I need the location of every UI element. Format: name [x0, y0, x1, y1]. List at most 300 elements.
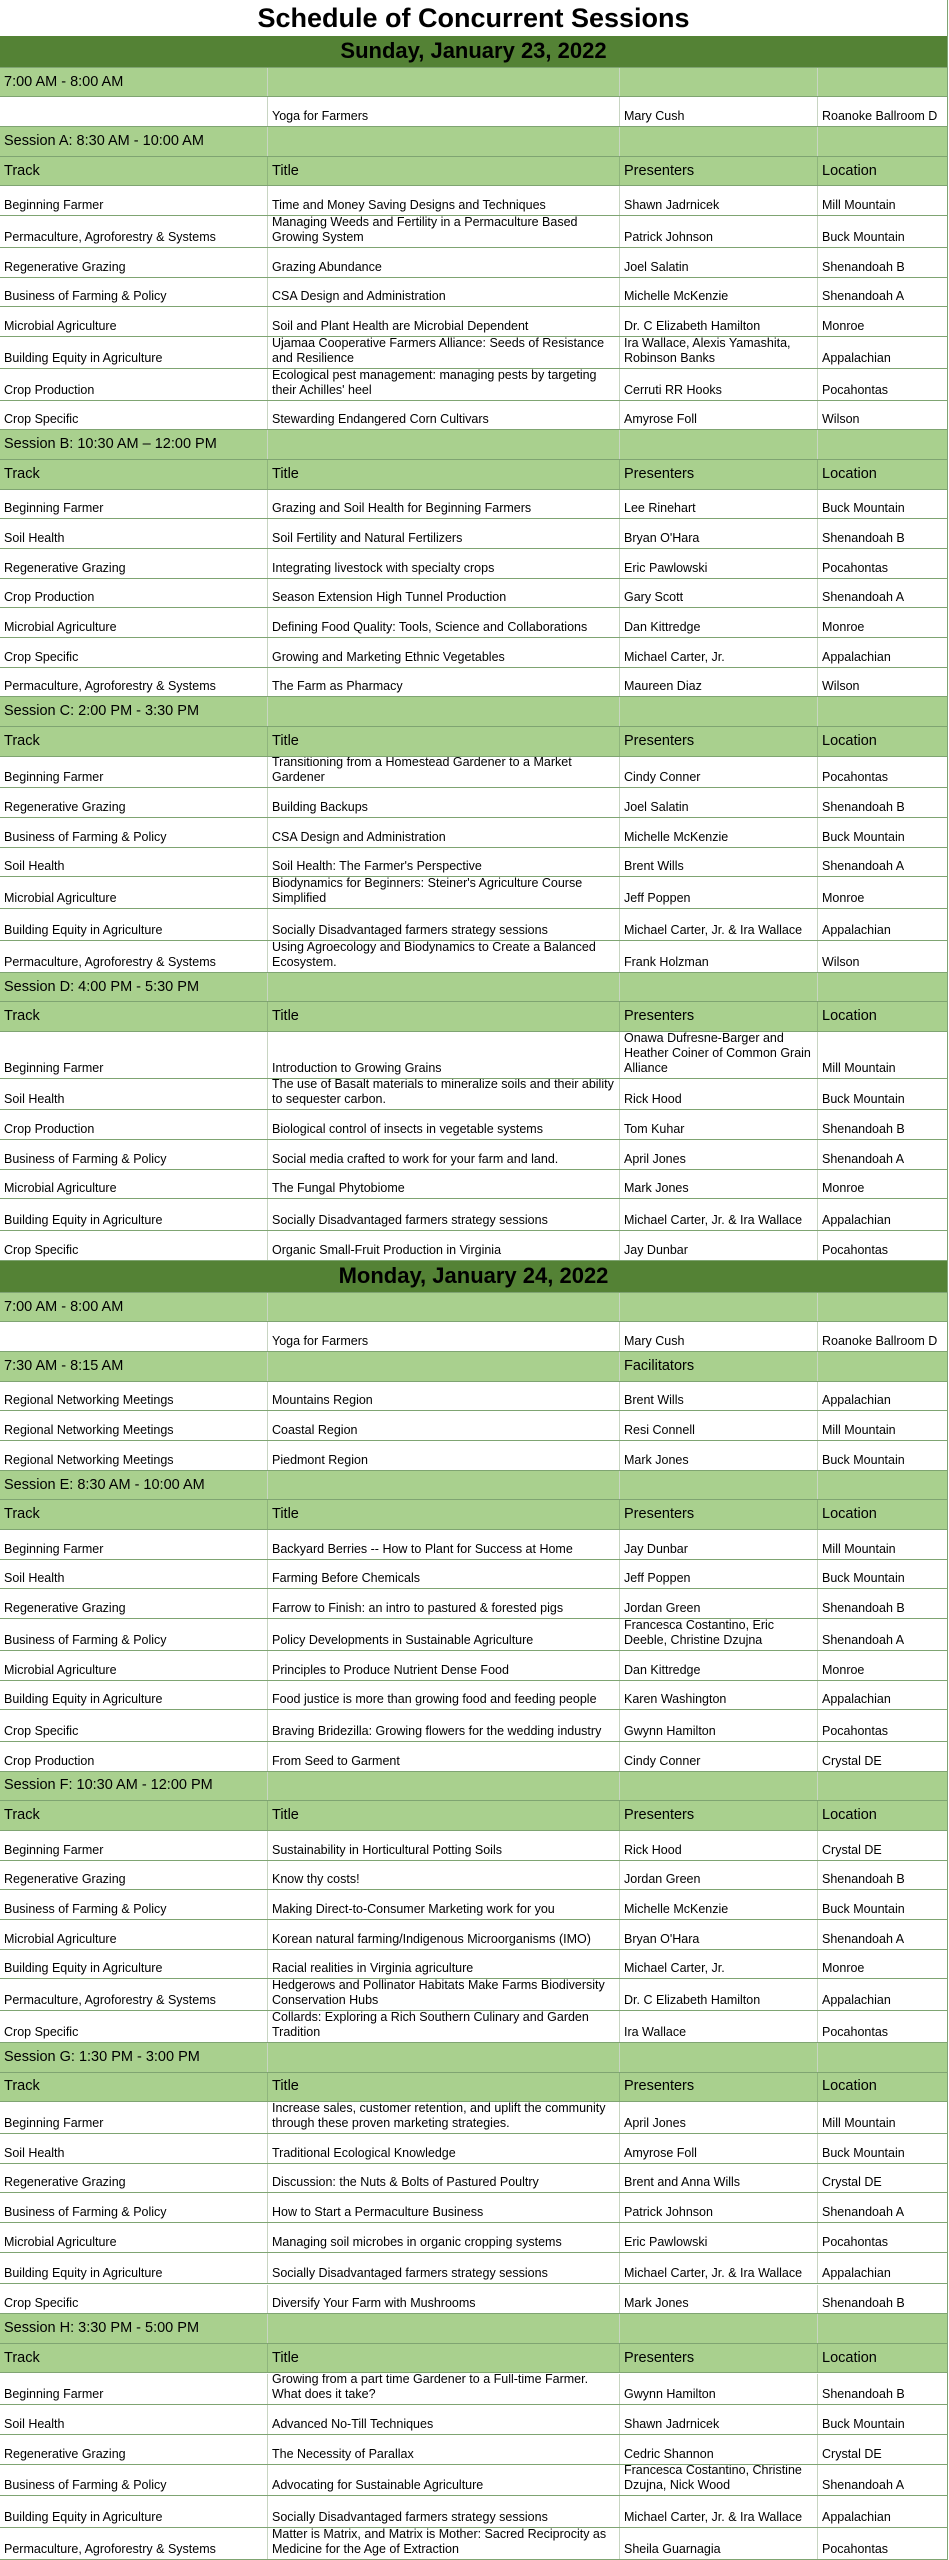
title-cell-text: Growing from a part time Gardener to a Full-time Farmer. What does it take?: [272, 2373, 589, 2402]
presenters-cell-text: Cedric Shannon: [624, 2446, 714, 2461]
location-cell-text: Shenandoah A: [822, 590, 905, 605]
track-cell-text: Regenerative Grazing: [4, 2175, 126, 2190]
title-cell: [268, 369, 620, 400]
session-time: [0, 2314, 268, 2343]
presenters-cell: [620, 2164, 818, 2193]
location-cell-text: Pocahontas: [822, 1723, 889, 1738]
title-cell: [268, 2134, 620, 2163]
table-row: [0, 1861, 947, 1891]
title-cell-text: The Fungal Phytobiome: [272, 1181, 405, 1196]
table-row: [0, 1831, 947, 1861]
title-cell-text: Biological control of insects in vegetable systems: [272, 1122, 543, 1137]
column-presenters-text: Presenters: [624, 1807, 695, 1824]
location-cell-text: Mill Mountain: [822, 1541, 896, 1556]
column-track: [0, 727, 268, 756]
column-track-text: Track: [4, 2078, 40, 2095]
presenters-cell-text: Mark Jones: [624, 2296, 689, 2311]
presenters-cell: [620, 818, 818, 847]
presenters-cell: [620, 1979, 818, 2010]
track-cell: [0, 1950, 268, 1979]
title-cell: [268, 1199, 620, 1230]
track-cell-text: Soil Health: [4, 1571, 65, 1586]
table-row: [0, 1979, 947, 2011]
track-cell-text: Soil Health: [4, 1092, 65, 1107]
title-cell: [268, 307, 620, 336]
title-cell: [268, 1231, 620, 1260]
blank-cell: [620, 430, 818, 459]
track-cell-text: Regional Networking Meetings: [4, 1393, 174, 1408]
track-cell: [0, 941, 268, 972]
table-row: [0, 668, 947, 698]
location-cell-text: Buck Mountain: [822, 1092, 905, 1107]
table-row: [0, 848, 947, 878]
presenters-cell-text: Patrick Johnson: [624, 229, 713, 244]
presenters-cell: [620, 757, 818, 788]
location-cell: [818, 2435, 947, 2464]
location-cell-text: Appalachian: [822, 2510, 891, 2525]
table-row: [0, 1032, 947, 1079]
title-cell: [268, 1890, 620, 1919]
column-title-text: Title: [272, 732, 299, 749]
location-cell-text: Shenandoah B: [822, 1122, 905, 1137]
table-row: [0, 369, 947, 401]
track-cell: [0, 1322, 268, 1351]
title-cell: [268, 1920, 620, 1949]
track-cell: [0, 401, 268, 430]
column-track: [0, 1801, 268, 1830]
table-row: [0, 2435, 947, 2465]
track-cell: [0, 1231, 268, 1260]
column-location: [818, 727, 947, 756]
presenters-cell-text: Gwynn Hamilton: [624, 1723, 716, 1738]
location-cell: [818, 2405, 947, 2434]
presenters-cell-text: Dan Kittredge: [624, 1662, 701, 1677]
presenters-cell: [620, 1950, 818, 1979]
title-cell: [268, 1950, 620, 1979]
track-cell: [0, 1199, 268, 1230]
location-cell: [818, 1199, 947, 1230]
track-cell: [0, 877, 268, 908]
title-cell-text: Korean natural farming/Indigenous Microorganisms (IMO): [272, 1931, 591, 1946]
title-cell: [268, 2528, 620, 2559]
presenters-cell-text: Tom Kuhar: [624, 1122, 685, 1137]
presenters-cell-text: Ira Wallace, Alexis Yamashita, Robinson Banks: [624, 336, 791, 365]
track-cell: [0, 307, 268, 336]
title-cell-text: Biodynamics for Beginners: Steiner's Agriculture Course Simplified: [272, 877, 583, 906]
location-cell-text: Pocahontas: [822, 560, 889, 575]
track-cell: [0, 1742, 268, 1771]
blank-cell: [268, 2043, 620, 2072]
track-cell: [0, 1382, 268, 1411]
presenters-cell: [620, 1619, 818, 1650]
location-cell-text: Appalachian: [822, 649, 891, 664]
column-presenters-text: Presenters: [624, 1008, 695, 1025]
column-presenters: [620, 727, 818, 756]
track-cell: [0, 2405, 268, 2434]
presenters-cell-text: Mary Cush: [624, 109, 685, 124]
title-cell-text: Grazing Abundance: [272, 259, 382, 274]
track-cell-text: Beginning Farmer: [4, 1842, 104, 1857]
column-track: [0, 157, 268, 186]
location-cell: [818, 2253, 947, 2284]
track-cell-text: Building Equity in Agriculture: [4, 1213, 163, 1228]
location-cell: [818, 1920, 947, 1949]
title-cell: [268, 1651, 620, 1680]
location-cell-text: Shenandoah A: [822, 1931, 905, 1946]
blank-cell: [818, 430, 947, 459]
track-cell: [0, 909, 268, 940]
title-cell-text: Defining Food Quality: Tools, Science and Collaborations: [272, 619, 588, 634]
location-cell: [818, 877, 947, 908]
location-cell: [818, 909, 947, 940]
track-cell-text: Crop Production: [4, 382, 95, 397]
location-cell-text: Appalachian: [822, 1393, 891, 1408]
location-cell: [818, 848, 947, 877]
title-cell: [268, 2223, 620, 2252]
table-row: [0, 818, 947, 848]
presenters-cell-text: Rick Hood: [624, 1092, 682, 1107]
track-cell: [0, 1170, 268, 1199]
location-cell-text: Shenandoah A: [822, 1151, 905, 1166]
presenters-cell: [620, 2435, 818, 2464]
track-cell: [0, 97, 268, 126]
location-cell-text: Buck Mountain: [822, 2416, 905, 2431]
title-cell: [268, 549, 620, 578]
day-label: Sunday, January 23, 2022: [340, 38, 607, 64]
presenters-cell: [620, 1589, 818, 1618]
table-row: [0, 1530, 947, 1560]
presenters-cell-text: Gary Scott: [624, 590, 684, 605]
table-row: [0, 1199, 947, 1231]
title-cell-text: Increase sales, customer retention, and uplift the community through these proven marketing strategies.: [272, 2102, 606, 2131]
table-row: [0, 638, 947, 668]
location-cell: [818, 490, 947, 519]
session-time: [0, 1293, 268, 1322]
presenters-cell: [620, 1681, 818, 1710]
title-cell: [268, 1589, 620, 1618]
table-row: [0, 909, 947, 941]
track-cell: [0, 1831, 268, 1860]
column-location-text: Location: [822, 2078, 877, 2095]
table-row: [0, 2496, 947, 2528]
column-location: [818, 1500, 947, 1529]
location-cell: [818, 1681, 947, 1710]
day-label: Monday, January 24, 2022: [338, 1263, 609, 1289]
table-row: [0, 1322, 947, 1352]
title-cell-text: Building Backups: [272, 800, 368, 814]
track-cell-text: Beginning Farmer: [4, 198, 104, 213]
column-location: [818, 1002, 947, 1031]
title-cell-text: Piedmont Region: [272, 1452, 368, 1467]
track-cell-text: Crop Specific: [4, 649, 79, 664]
title-cell: [268, 909, 620, 940]
location-cell: [818, 337, 947, 368]
title-cell-text: Advanced No-Till Techniques: [272, 2416, 434, 2431]
title-cell-text: Mountains Region: [272, 1393, 373, 1408]
table-row: [0, 941, 947, 973]
title-cell-text: Coastal Region: [272, 1423, 358, 1438]
title-cell: [268, 2285, 620, 2314]
presenters-cell: [620, 369, 818, 400]
presenters-cell: [620, 519, 818, 548]
title-cell: [268, 2465, 620, 2496]
track-cell: [0, 1651, 268, 1680]
title-cell: [268, 97, 620, 126]
title-cell-text: Yoga for Farmers: [272, 109, 369, 124]
column-presenters: [620, 1002, 818, 1031]
location-cell: [818, 1890, 947, 1919]
column-location-text: Location: [822, 465, 877, 482]
title-cell: [268, 877, 620, 908]
presenters-cell: [620, 1831, 818, 1860]
column-location-text: Location: [822, 732, 877, 749]
track-cell: [0, 490, 268, 519]
track-cell: [0, 278, 268, 307]
presenters-cell: [620, 186, 818, 215]
title-cell: [268, 1979, 620, 2010]
presenters-cell: [620, 490, 818, 519]
table-row: [0, 1920, 947, 1950]
location-cell: [818, 1411, 947, 1440]
track-cell-text: Building Equity in Agriculture: [4, 2266, 163, 2281]
day-header: [0, 1261, 947, 1293]
location-cell: [818, 1742, 947, 1771]
title-cell-text: Organic Small-Fruit Production in Virginia: [272, 1242, 502, 1257]
location-cell-text: Shenandoah B: [822, 1601, 905, 1616]
table-row: [0, 1950, 947, 1980]
title-cell: [268, 1861, 620, 1890]
location-cell: [818, 1589, 947, 1618]
title-cell-text: CSA Design and Administration: [272, 829, 446, 844]
location-cell-text: Appalachian: [822, 350, 891, 365]
title-cell-text: The Necessity of Parallax: [272, 2446, 414, 2461]
table-row: [0, 2193, 947, 2223]
location-cell: [818, 2496, 947, 2527]
track-cell: [0, 2134, 268, 2163]
title-cell: [268, 2374, 620, 2405]
session-time-text: Session C: 2:00 PM - 3:30 PM: [4, 703, 200, 720]
table-row: [0, 757, 947, 789]
title-cell-text: Time and Money Saving Designs and Techniques: [272, 198, 546, 213]
track-cell-text: Business of Farming & Policy: [4, 289, 167, 304]
location-cell: [818, 2528, 947, 2559]
column-title: [268, 727, 620, 756]
location-cell-text: Appalachian: [822, 1993, 891, 2008]
table-row: [0, 2465, 947, 2497]
title-cell: [268, 1441, 620, 1470]
table-row: [0, 519, 947, 549]
track-cell: [0, 1079, 268, 1110]
table-row: [0, 1742, 947, 1772]
presenters-cell-text: Amyrose Foll: [624, 412, 697, 427]
title-cell-text: CSA Design and Administration: [272, 289, 446, 304]
column-presenters-text: Presenters: [624, 732, 695, 749]
track-cell-text: Soil Health: [4, 530, 65, 545]
track-cell-text: Regenerative Grazing: [4, 2446, 126, 2461]
track-cell: [0, 1861, 268, 1890]
table-row: [0, 490, 947, 520]
presenters-cell-text: Michael Carter, Jr. & Ira Wallace: [624, 2266, 803, 2281]
location-cell: [818, 1231, 947, 1260]
location-cell: [818, 1710, 947, 1741]
track-cell: [0, 2164, 268, 2193]
title-cell: [268, 278, 620, 307]
table-row: [0, 1589, 947, 1619]
column-track-text: Track: [4, 162, 40, 179]
presenters-cell: [620, 2374, 818, 2405]
title-cell: [268, 1742, 620, 1771]
track-cell-text: Regenerative Grazing: [4, 259, 126, 274]
title-cell: [268, 401, 620, 430]
track-cell-text: Soil Health: [4, 2145, 65, 2160]
presenters-cell-text: Karen Washington: [624, 1692, 727, 1707]
location-cell: [818, 278, 947, 307]
location-cell-text: Buck Mountain: [822, 501, 905, 516]
title-cell: [268, 490, 620, 519]
page-title: Schedule of Concurrent Sessions: [257, 2, 690, 33]
session-time: [0, 2043, 268, 2072]
table-row: [0, 1110, 947, 1140]
column-title: [268, 1500, 620, 1529]
presenters-cell-text: Joel Salatin: [624, 800, 689, 814]
location-cell: [818, 2011, 947, 2042]
title-cell: [268, 1530, 620, 1559]
blank-cell: [818, 1772, 947, 1801]
track-cell: [0, 1110, 268, 1139]
track-cell: [0, 1411, 268, 1440]
presenters-cell-text: Dr. C Elizabeth Hamilton: [624, 318, 761, 333]
column-track-text: Track: [4, 1008, 40, 1025]
presenters-cell-text: Shawn Jadrnicek: [624, 2416, 720, 2431]
presenters-cell-text: Mark Jones: [624, 1452, 689, 1467]
track-cell-text: Microbial Agriculture: [4, 619, 117, 634]
column-title: [268, 460, 620, 489]
blank-cell: [268, 430, 620, 459]
column-presenters-text: Presenters: [624, 162, 695, 179]
track-cell: [0, 549, 268, 578]
title-cell-text: Socially Disadvantaged farmers strategy sessions: [272, 922, 548, 937]
session-header: [0, 2043, 947, 2073]
column-location-text: Location: [822, 1807, 877, 1824]
column-title-text: Title: [272, 1807, 299, 1824]
table-row: [0, 1651, 947, 1681]
title-cell-text: How to Start a Permaculture Business: [272, 2205, 484, 2220]
location-cell: [818, 2374, 947, 2405]
location-cell-text: Pocahontas: [822, 382, 889, 397]
location-cell: [818, 1140, 947, 1169]
location-cell: [818, 1032, 947, 1078]
presenters-cell-text: Shawn Jadrnicek: [624, 198, 720, 213]
table-row: [0, 1560, 947, 1590]
presenters-cell: [620, 401, 818, 430]
location-cell-text: Shenandoah B: [822, 1872, 905, 1887]
location-cell: [818, 2223, 947, 2252]
track-cell: [0, 519, 268, 548]
title-cell-text: Farrow to Finish: an intro to pastured & forested pigs: [272, 1601, 564, 1616]
title-cell-text: Collards: Exploring a Rich Southern Culinary and Garden Tradition: [272, 2011, 589, 2039]
location-cell: [818, 1322, 947, 1351]
blank-cell: [620, 68, 818, 97]
table-row: [0, 1619, 947, 1651]
track-cell-text: Regenerative Grazing: [4, 800, 126, 814]
column-presenters-text: Presenters: [624, 2349, 695, 2366]
session-time: [0, 430, 268, 459]
title-cell: [268, 1560, 620, 1589]
location-cell-text: Wilson: [822, 954, 860, 969]
location-cell-text: Wilson: [822, 679, 860, 694]
location-cell: [818, 519, 947, 548]
location-cell: [818, 2285, 947, 2314]
presenters-cell: [620, 97, 818, 126]
presenters-cell: [620, 1742, 818, 1771]
location-cell-text: Pocahontas: [822, 2541, 889, 2556]
title-cell-text: Soil and Plant Health are Microbial Dependent: [272, 318, 529, 333]
location-cell: [818, 1651, 947, 1680]
location-cell: [818, 788, 947, 817]
track-cell-text: Regenerative Grazing: [4, 1601, 126, 1616]
track-cell: [0, 2285, 268, 2314]
location-cell: [818, 97, 947, 126]
presenters-cell-text: Michelle McKenzie: [624, 289, 729, 304]
column-location-text: Location: [822, 162, 877, 179]
location-cell-text: Monroe: [822, 619, 865, 634]
column-location: [818, 460, 947, 489]
blank-cell: [620, 2043, 818, 2072]
title-cell: [268, 848, 620, 877]
location-cell-text: Monroe: [822, 1181, 865, 1196]
session-time-text: Session H: 3:30 PM - 5:00 PM: [4, 2320, 200, 2336]
title-cell-text: Integrating livestock with specialty crops: [272, 560, 495, 575]
table-row: [0, 248, 947, 278]
column-presenters-text: Facilitators: [624, 1357, 695, 1374]
track-cell-text: Microbial Agriculture: [4, 1181, 117, 1196]
track-cell: [0, 848, 268, 877]
column-location: [818, 2073, 947, 2102]
location-cell: [818, 307, 947, 336]
presenters-cell: [620, 2253, 818, 2284]
column-track-text: Track: [4, 1506, 40, 1523]
presenters-cell-text: April Jones: [624, 1151, 686, 1166]
table-row: [0, 788, 947, 818]
day-header: [0, 36, 947, 68]
title-cell-text: Soil Fertility and Natural Fertilizers: [272, 530, 463, 545]
presenters-cell: [620, 278, 818, 307]
session-header: [0, 430, 947, 460]
title-cell: [268, 2193, 620, 2222]
title-cell-text: Food justice is more than growing food and feeding people: [272, 1692, 597, 1707]
track-cell-text: Building Equity in Agriculture: [4, 2510, 163, 2525]
location-cell-text: Shenandoah B: [822, 2296, 905, 2311]
location-cell: [818, 1441, 947, 1470]
column-presenters: [620, 2073, 818, 2102]
session-header: [0, 68, 947, 98]
track-cell: [0, 2374, 268, 2405]
presenters-cell-text: Joel Salatin: [624, 259, 689, 274]
session-header: [0, 127, 947, 157]
title-cell: [268, 1140, 620, 1169]
session-time-text: Session A: 8:30 AM - 10:00 AM: [4, 132, 204, 149]
presenters-cell: [620, 1170, 818, 1199]
title-cell-text: Socially Disadvantaged farmers strategy sessions: [272, 2510, 548, 2525]
title-cell: [268, 2164, 620, 2193]
presenters-cell-text: Patrick Johnson: [624, 2205, 713, 2220]
presenters-cell-text: Dan Kittredge: [624, 619, 701, 634]
track-cell-text: Regenerative Grazing: [4, 1872, 126, 1887]
track-cell-text: Beginning Farmer: [4, 1060, 104, 1075]
location-cell: [818, 2465, 947, 2496]
blank-cell: [818, 697, 947, 726]
track-cell-text: Building Equity in Agriculture: [4, 1692, 163, 1707]
